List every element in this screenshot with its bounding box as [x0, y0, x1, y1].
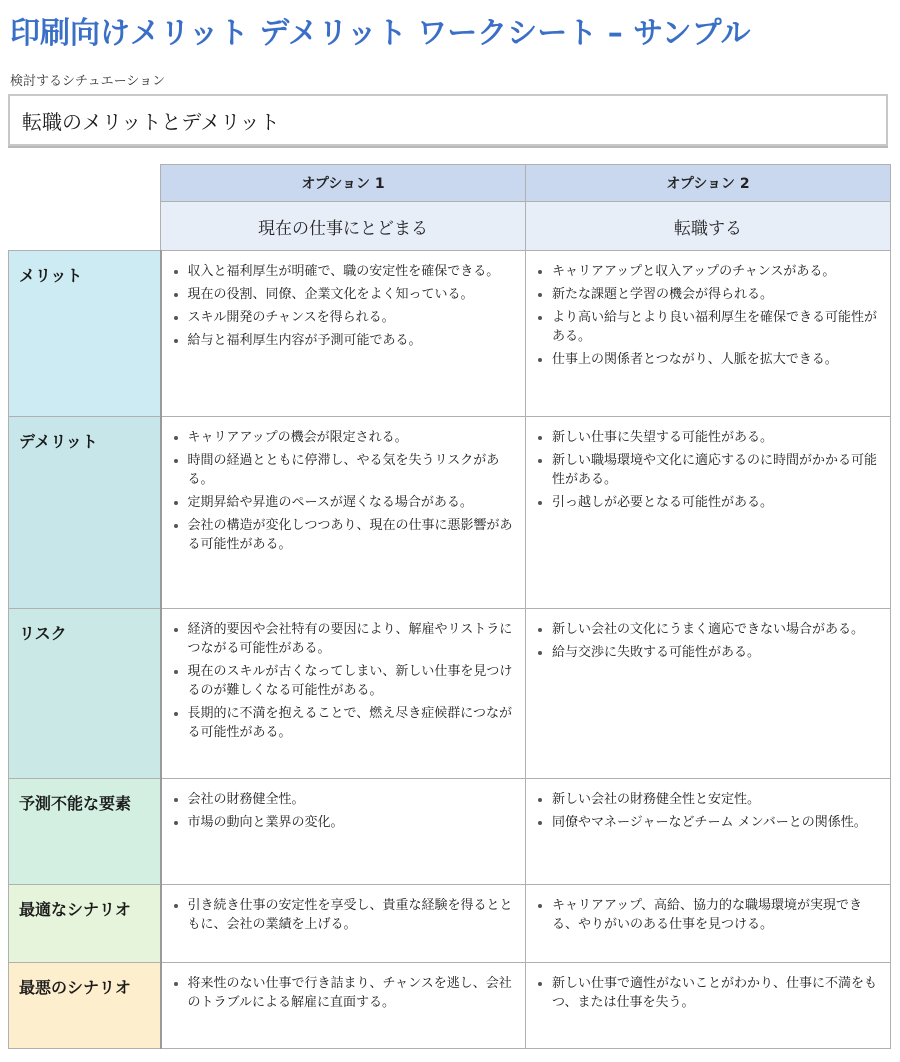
table-row: [9, 251, 891, 417]
page-title: 印刷向けメリット デメリット ワークシート – サンプル: [10, 16, 751, 51]
list-item: • 市場の動向と業界の変化。: [188, 813, 516, 832]
cell-merit-option-1[interactable]: [161, 251, 526, 417]
option-1-name[interactable]: 現在の仕事にとどまる: [161, 202, 526, 251]
list-item: • 会社の財務健全性。: [188, 790, 516, 809]
situation-field[interactable]: 転職のメリットとデメリット: [8, 94, 888, 146]
list-item: • 新しい会社の財務健全性と安定性。: [552, 790, 880, 809]
row-label-risk: リスク: [9, 609, 161, 779]
cell-risk-option-2[interactable]: [526, 609, 891, 779]
list-item: • 仕事上の関係者とつながり、人脈を拡大できる。: [552, 350, 880, 369]
list-item: • スキル開発のチャンスを得られる。: [188, 308, 516, 327]
cell-best-option-1[interactable]: [161, 885, 526, 963]
list-item: • キャリアアップの機会が限定される。: [188, 428, 516, 447]
cell-risk-option-1[interactable]: [161, 609, 526, 779]
list-item: • より高い給与とより良い福利厚生を確保できる可能性がある。: [552, 308, 880, 346]
list-item: • 新しい仕事で適性がないことがわかり、仕事に不満をもつ、または仕事を失う。: [552, 974, 880, 1012]
situation-label: 検討するシチュエーション: [10, 74, 166, 89]
row-label-worst-scenario: 最悪のシナリオ: [9, 963, 161, 1049]
row-label-best-scenario: 最適なシナリオ: [9, 885, 161, 963]
row-label-unpredictable: 予測不能な要素: [9, 779, 161, 885]
list-item: • 現在の役割、同僚、企業文化をよく知っている。: [188, 285, 516, 304]
worksheet-table: [8, 164, 891, 1049]
list-item: • 給与交渉に失敗する可能性がある。: [552, 643, 880, 662]
list-item: • 会社の構造が変化しつつあり、現在の仕事に悪影響がある可能性がある。: [188, 516, 516, 554]
cell-worst-option-2[interactable]: [526, 963, 891, 1049]
list-item: • 給与と福利厚生内容が予測可能である。: [188, 331, 516, 350]
table-row: [9, 885, 891, 963]
cell-worst-option-1[interactable]: [161, 963, 526, 1049]
list-item: • キャリアアップ、高給、協力的な職場環境が実現できる、やりがいのある仕事を見つける。: [552, 896, 880, 934]
list-item: • 新しい仕事に失望する可能性がある。: [552, 428, 880, 447]
list-item: • 新しい会社の文化にうまく適応できない場合がある。: [552, 620, 880, 639]
list-item: • 新たな課題と学習の機会が得られる。: [552, 285, 880, 304]
list-item: • 長期的に不満を抱えることで、燃え尽き症候群につながる可能性がある。: [188, 704, 516, 742]
table-row: [9, 417, 891, 609]
list-item: • 引き続き仕事の安定性を享受し、貴重な経験を得るとともに、会社の業績を上げる。: [188, 896, 516, 934]
list-item: • 収入と福利厚生が明確で、職の安定性を確保できる。: [188, 262, 516, 281]
option-2-name[interactable]: 転職する: [526, 202, 891, 251]
row-label-merit: メリット: [9, 251, 161, 417]
list-item: • 定期昇給や昇進のペースが遅くなる場合がある。: [188, 493, 516, 512]
list-item: • 現在のスキルが古くなってしまい、新しい仕事を見つけるのが難しくなる可能性がある。: [188, 662, 516, 700]
table-row: [9, 963, 891, 1049]
list-item: • 新しい職場環境や文化に適応するのに時間がかかる可能性がある。: [552, 451, 880, 489]
list-item: • 時間の経過とともに停滞し、やる気を失うリスクがある。: [188, 451, 516, 489]
cell-demerit-option-2[interactable]: [526, 417, 891, 609]
cell-merit-option-2[interactable]: [526, 251, 891, 417]
list-item: • 将来性のない仕事で行き詰まり、チャンスを逃し、会社のトラブルによる解雇に直面する。: [188, 974, 516, 1012]
cell-demerit-option-1[interactable]: [161, 417, 526, 609]
list-item: • 経済的要因や会社特有の要因により、解雇やリストラにつながる可能性がある。: [188, 620, 516, 658]
table-corner: [9, 165, 161, 251]
list-item: • 引っ越しが必要となる可能性がある。: [552, 493, 880, 512]
cell-unpredictable-option-1[interactable]: [161, 779, 526, 885]
cell-best-option-2[interactable]: [526, 885, 891, 963]
list-item: • キャリアアップと収入アップのチャンスがある。: [552, 262, 880, 281]
row-label-demerit: デメリット: [9, 417, 161, 609]
table-row: [9, 779, 891, 885]
option-2-header: オプション 2: [526, 165, 891, 202]
option-1-header: オプション 1: [161, 165, 526, 202]
list-item: • 同僚やマネージャーなどチーム メンバーとの関係性。: [552, 813, 880, 832]
table-row: [9, 609, 891, 779]
cell-unpredictable-option-2[interactable]: [526, 779, 891, 885]
